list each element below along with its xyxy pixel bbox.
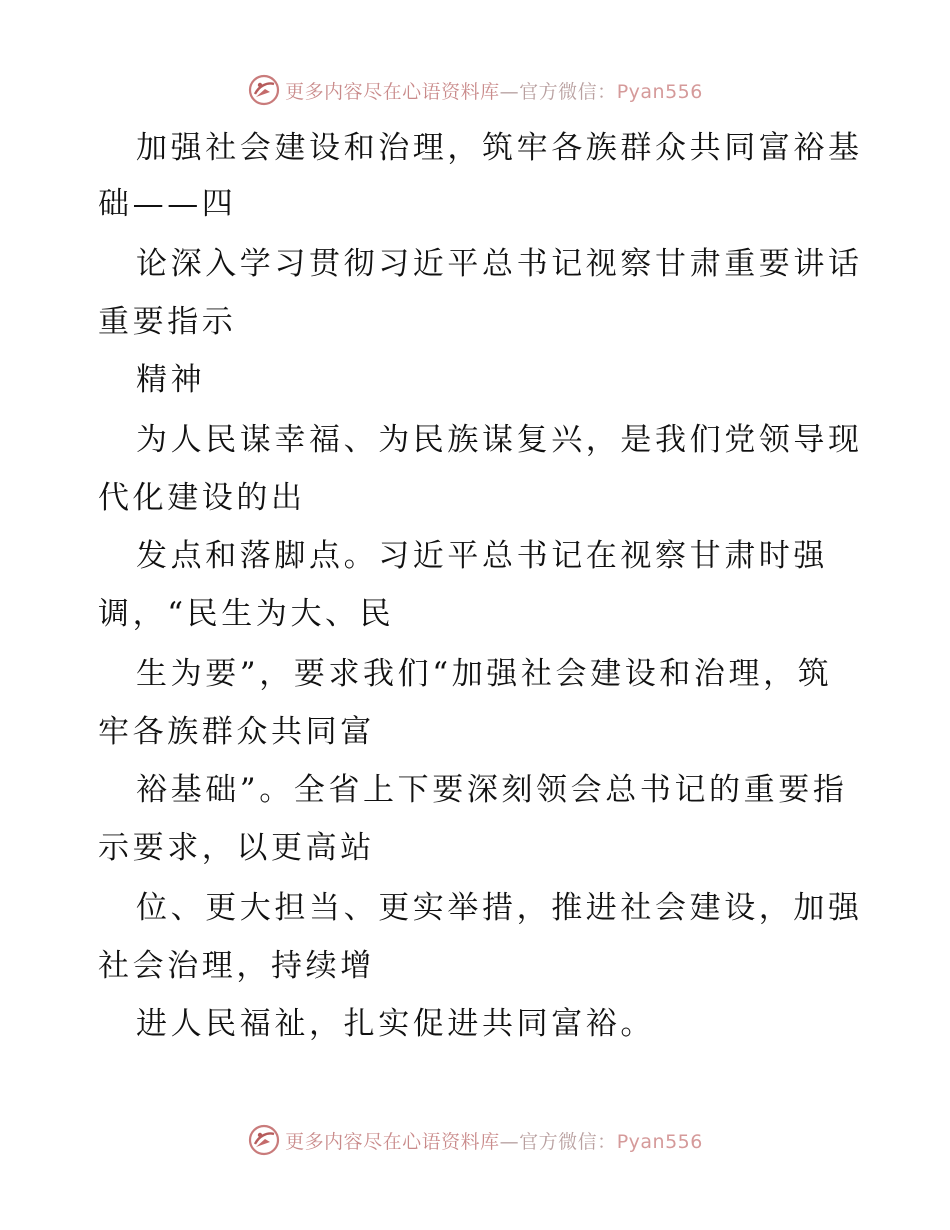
text-line: 重要指示 <box>98 304 237 340</box>
text-line: 示要求，以更高站 <box>98 830 375 866</box>
text-line: 发点和落脚点。习近平总书记在视察甘肃时强 <box>136 538 828 574</box>
text-line: 论深入学习贯彻习近平总书记视察甘肃重要讲话 <box>136 246 863 282</box>
watermark-main-text: 更多内容尽在心语资料库 <box>285 80 500 103</box>
watermark-wechat-label: 官方微信： <box>519 80 617 103</box>
text-line: 牢各族群众共同富 <box>98 714 375 750</box>
text-line: 进人民福祉，扎实促进共同富裕。 <box>136 1006 655 1042</box>
watermark-dash: — <box>499 1130 520 1153</box>
watermark-wechat-label: 官方微信： <box>519 1130 617 1153</box>
text-line: 社会治理，持续增 <box>98 948 375 984</box>
watermark-wechat-id: Pyan556 <box>616 1130 703 1153</box>
book-logo-icon <box>247 73 281 107</box>
text-line: 为人民谋幸福、为民族谋复兴，是我们党领导现 <box>136 422 863 458</box>
header-watermark <box>0 70 950 110</box>
text-line: 精神 <box>136 362 206 398</box>
text-line: 生为要”，要求我们“加强社会建设和治理，筑 <box>136 656 833 692</box>
text-line: 础——四 <box>98 186 237 222</box>
text-line: 裕基础”。全省上下要深刻领会总书记的重要指 <box>136 772 848 808</box>
watermark-wechat-id: Pyan556 <box>616 80 703 103</box>
watermark-dash: — <box>499 80 520 103</box>
watermark-main-text: 更多内容尽在心语资料库 <box>285 1130 500 1153</box>
text-line: 代化建设的出 <box>98 480 306 516</box>
text-line: 加强社会建设和治理，筑牢各族群众共同富裕基 <box>136 130 863 166</box>
text-line: 位、更大担当、更实举措，推进社会建设，加强 <box>136 890 863 926</box>
book-logo-icon <box>247 1123 281 1157</box>
text-line: 调，“民生为大、民 <box>98 596 395 632</box>
footer-watermark <box>0 1120 950 1160</box>
